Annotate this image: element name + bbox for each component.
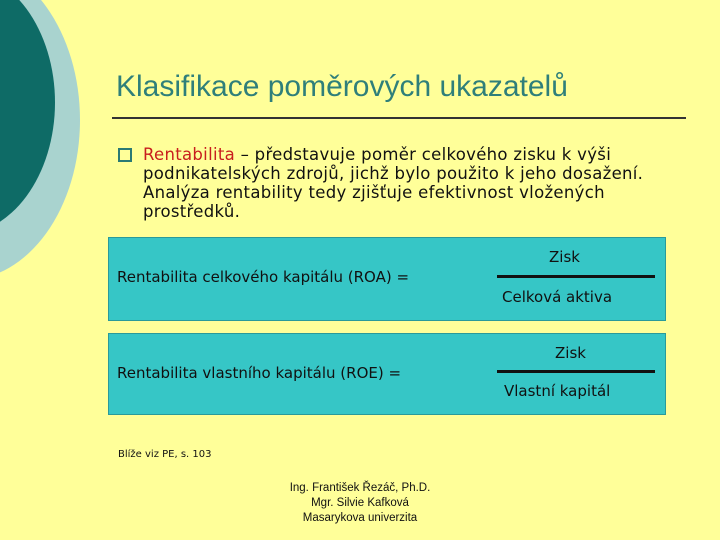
slide-title: Klasifikace poměrových ukazatelů [116, 70, 568, 103]
footer-author-1: Ing. František Řezáč, Ph.D. [289, 482, 431, 494]
footer-institution: Masarykova univerzita [302, 512, 418, 524]
bullet-paragraph [143, 145, 693, 221]
footer-author-2: Mgr. Silvie Kafková [311, 497, 409, 509]
bullet-keyword: Rentabilita [143, 145, 236, 164]
fraction-line [497, 370, 655, 373]
bullet-text: – představuje poměr celkového zisku k výši podnikatelských zdrojů, jichž bylo použito k jeho dosažení. Analýza rentability tedy zjišťuje efektivnost vložených prostředků. [143, 145, 644, 221]
formula-label: Rentabilita celkového kapitálu (ROA) = [117, 268, 410, 286]
decorative-circles [0, 0, 110, 300]
checkbox-bullet-icon [118, 148, 132, 162]
fraction-line [497, 275, 655, 278]
formula-roe [108, 333, 666, 415]
formula-numerator: Zisk [555, 344, 586, 362]
formula-roa [108, 237, 666, 321]
formula-denominator: Vlastní kapitál [504, 382, 611, 400]
title-divider [112, 117, 686, 119]
footer [275, 481, 445, 526]
formula-label: Rentabilita vlastního kapitálu (ROE) = [117, 364, 402, 382]
formula-numerator: Zisk [549, 248, 580, 266]
reference-note: Blíže viz PE, s. 103 [118, 449, 212, 460]
formula-denominator: Celková aktiva [502, 288, 613, 306]
